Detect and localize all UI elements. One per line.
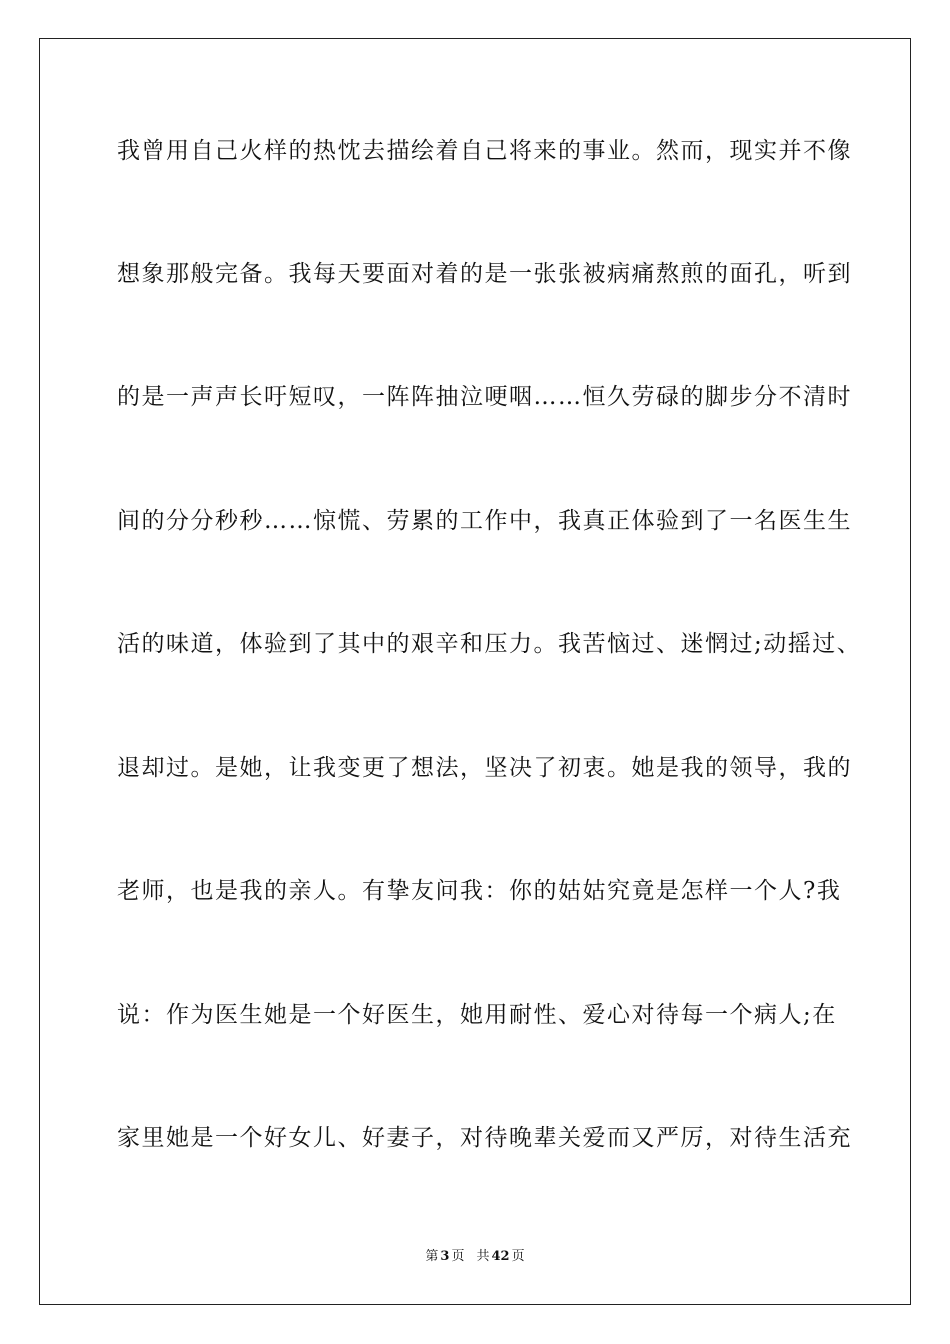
text-line-4: 间的分分秒秒……惊慌、劳累的工作中，我真正体验到了一名医生生 — [117, 508, 852, 534]
page-indicator — [425, 1248, 464, 1266]
text-line-3: 的是一声声长吁短叹，一阵阵抽泣哽咽……恒久劳碌的脚步分不清时 — [117, 384, 852, 410]
text-line-1: 我曾用自己火样的热忱去描绘着自己将来的事业。然而，现实并不像 — [117, 138, 852, 164]
text-line-7: 老师，也是我的亲人。有挚友问我：你的姑姑究竟是怎样一个人?我 — [117, 878, 842, 904]
text-line-5: 活的味道，体验到了其中的艰辛和压力。我苦恼过、迷惘过;动摇过、 — [117, 631, 862, 657]
total-prefix: 共 — [476, 1249, 490, 1264]
page-prefix: 第 — [425, 1249, 439, 1264]
page-footer — [0, 1248, 950, 1266]
text-line-6: 退却过。是她，让我变更了想法，坚决了初衷。她是我的领导，我的 — [117, 755, 852, 781]
text-line-9: 家里她是一个好女儿、好妻子，对待晚辈关爱而又严厉，对待生活充 — [117, 1125, 852, 1151]
page-number: 3 — [440, 1249, 450, 1264]
total-pages: 42 — [491, 1249, 510, 1264]
total-suffix: 页 — [511, 1249, 525, 1264]
text-line-2: 想象那般完备。我每天要面对着的是一张张被病痛熬煎的面孔，听到 — [117, 261, 852, 287]
total-pages-indicator — [476, 1248, 524, 1266]
page-border — [39, 38, 911, 1305]
text-line-8: 说：作为医生她是一个好医生，她用耐性、爱心对待每一个病人;在 — [117, 1002, 837, 1028]
page-suffix: 页 — [451, 1249, 465, 1264]
